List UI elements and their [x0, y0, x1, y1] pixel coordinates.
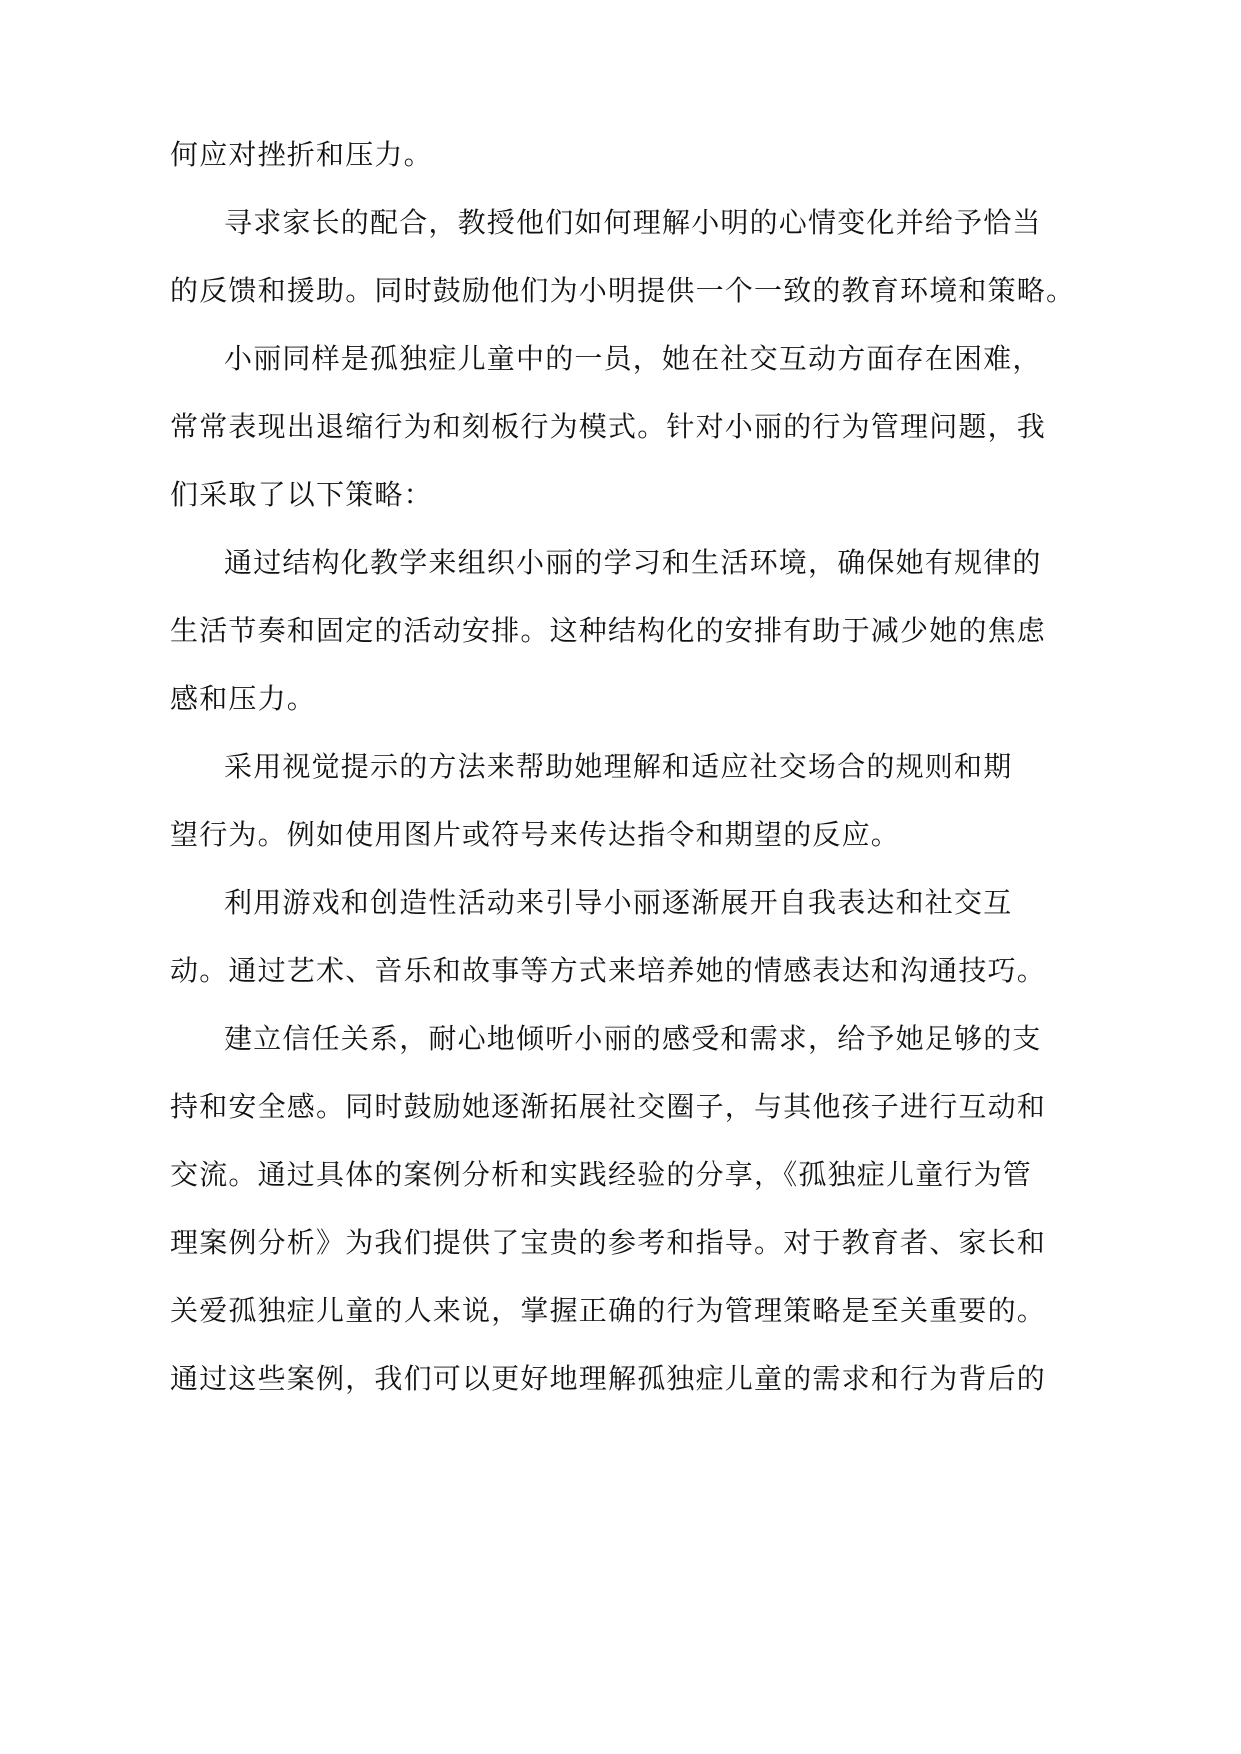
- text-line: 小丽同样是孤独症儿童中的一员，她在社交互动方面存在困难，: [224, 342, 1042, 375]
- text-line: 寻求家长的配合，教授他们如何理解小明的心情变化并给予恰当: [224, 206, 1042, 239]
- text-line: 采用视觉提示的方法来帮助她理解和适应社交场合的规则和期: [224, 750, 1013, 783]
- text-line: 常常表现出退缩行为和刻板行为模式。针对小丽的行为管理问题，我: [170, 410, 1047, 443]
- text-line: 们采取了以下策略：: [170, 478, 433, 511]
- text-line: 的反馈和援助。同时鼓励他们为小明提供一个一致的教育环境和策略。: [170, 274, 1076, 307]
- text-line: 动。通过艺术、音乐和故事等方式来培养她的情感表达和沟通技巧。: [170, 954, 1047, 987]
- text-line: 交流。通过具体的案例分析和实践经验的分享，《孤独症儿童行为管: [170, 1158, 1033, 1191]
- text-line: 感和压力。: [170, 682, 317, 715]
- text-line: 持和安全感。同时鼓励她逐渐拓展社交圈子，与其他孩子进行互动和: [170, 1090, 1047, 1123]
- text-line: 建立信任关系，耐心地倾听小丽的感受和需求，给予她足够的支: [224, 1022, 1042, 1055]
- text-line: 望行为。例如使用图片或符号来传达指令和期望的反应。: [170, 818, 901, 851]
- text-line: 何应对挫折和压力。: [170, 138, 433, 171]
- text-line: 关爱孤独症儿童的人来说，掌握正确的行为管理策略是至关重要的。: [170, 1294, 1047, 1327]
- text-line: 通过结构化教学来组织小丽的学习和生活环境，确保她有规律的: [224, 546, 1042, 579]
- text-line: 利用游戏和创造性活动来引导小丽逐渐展开自我表达和社交互: [224, 886, 1013, 919]
- text-line: 生活节奏和固定的活动安排。这种结构化的安排有助于减少她的焦虑: [170, 614, 1047, 647]
- text-line: 通过这些案例，我们可以更好地理解孤独症儿童的需求和行为背后的: [170, 1362, 1047, 1395]
- text-line: 理案例分析》为我们提供了宝贵的参考和指导。对于教育者、家长和: [170, 1226, 1047, 1259]
